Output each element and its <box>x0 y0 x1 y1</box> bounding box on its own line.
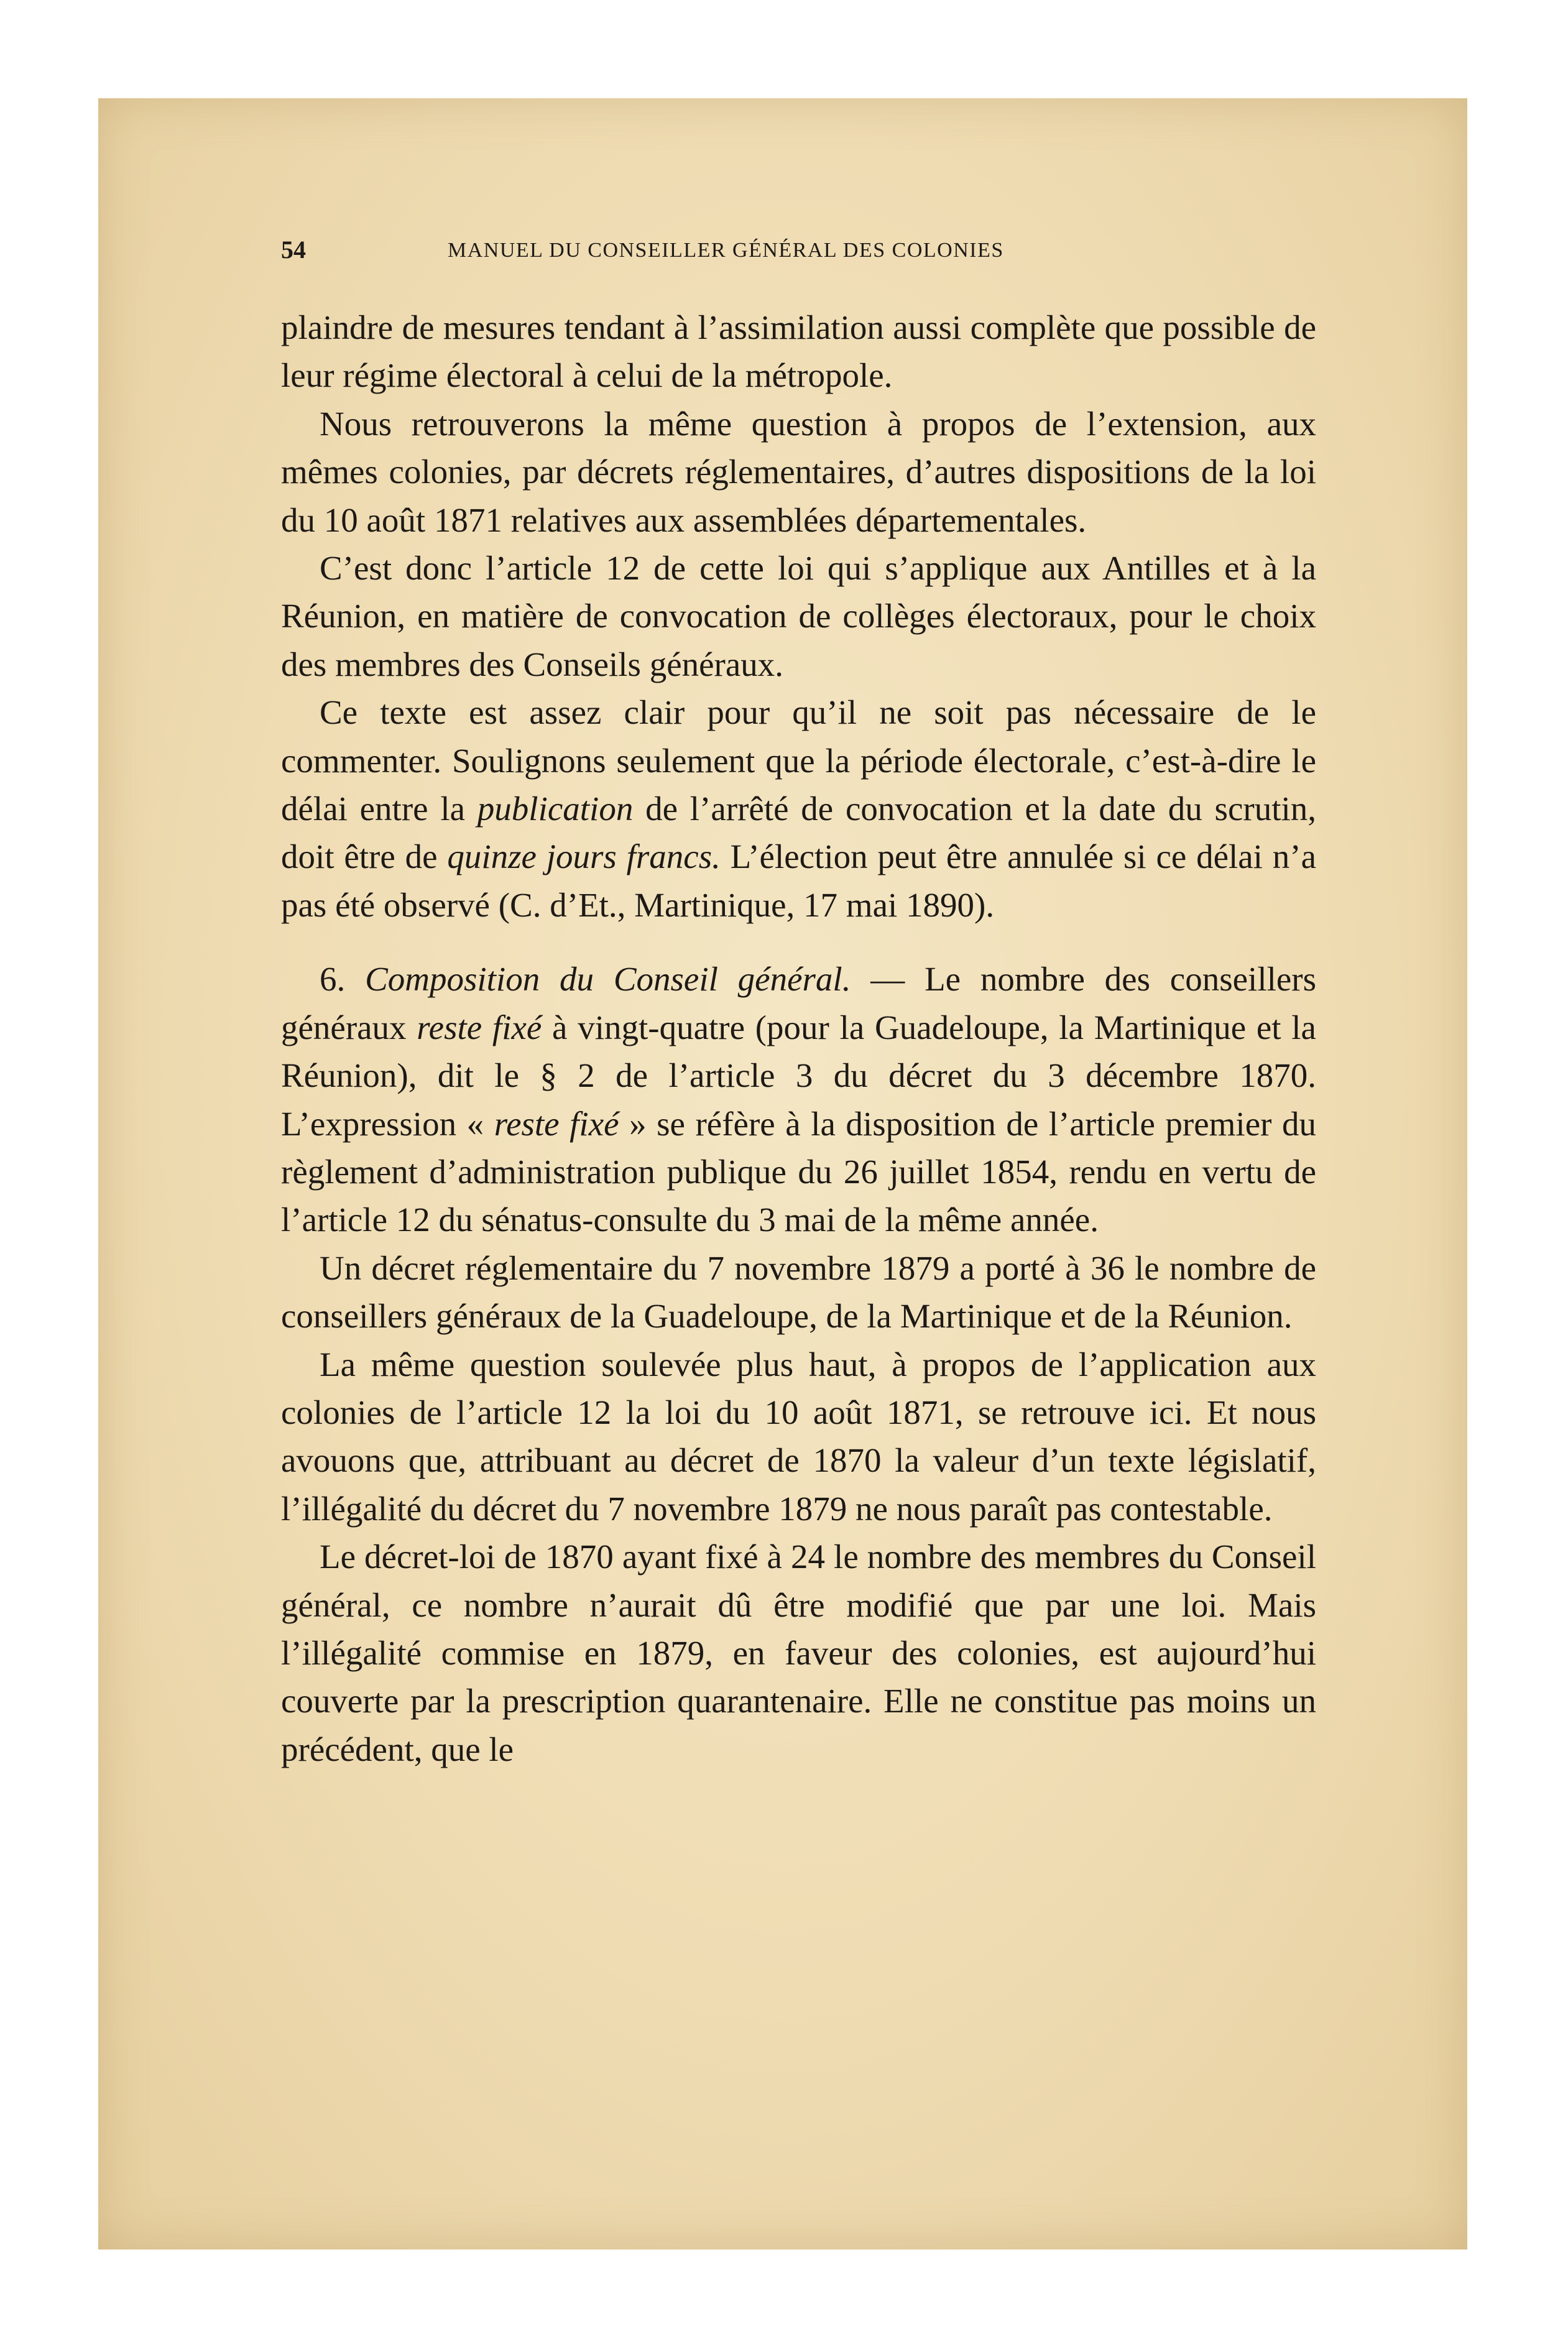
paragraph-electoral-period <box>281 688 1316 929</box>
text-run: » se réfère à la disposition de l’article premier du règlement d’administration publique du 26 juillet 1854, rendu en vertu de l’article 12 du sénatus-consulte du 3 mai de la même année. <box>281 1104 1316 1239</box>
text-run: Ce texte est assez clair pour qu’il ne soit pas nécessaire de le commenter. Soulignons seulement que la période électorale, c’est-à-dire le délai entre la <box>281 693 1316 828</box>
page-body <box>281 303 1316 1773</box>
emphasis-reste-fixe: reste fixé <box>417 1008 542 1046</box>
emphasis-reste-fixe-quoted: reste fixé <box>494 1104 619 1143</box>
emphasis-publication: publication <box>477 790 634 828</box>
paragraph-decree-law-1870: Le décret-loi de 1870 ayant fixé à 24 le nombre des membres du Conseil général, ce nombre n’aurait dû être modifié que par une loi. Mais l’illégalité commise en 1879, en faveur des colonies, est aujourd’hui couverte par la prescription quarantenaire. Elle ne constitue pas moins un précédent, que le <box>281 1538 1316 1768</box>
paragraph-decree-1879: Un décret réglementaire du 7 novembre 1879 a porté à 36 le nombre de conseillers généraux de la Guadeloupe, de la Martinique et de la Réunion. <box>281 1248 1316 1336</box>
paragraph-illegality: La même question soulevée plus haut, à propos de l’application aux colonies de l’article 12 la loi du 10 août 1871, se retrouve ici. Et nous avouons que, attribuant au décret de 1870 la valeur d’un texte législatif, l’illégalité du décret du 7 novembre 1879 ne nous paraît pas contestable. <box>281 1345 1316 1528</box>
running-header <box>281 235 1326 272</box>
section-6-intro <box>281 955 1316 1244</box>
heading-dash: — <box>851 960 925 999</box>
paragraph-continued: plaindre de mesures tendant à l’assimilation aussi complète que possible de leur régime électoral à celui de la métropole. <box>281 308 1316 395</box>
emphasis-quinze-jours: quinze jours francs. <box>447 838 721 876</box>
text-run: à vingt-quatre (pour la Guadeloupe, la Martinique et la Réunion), dit le § 2 de l’article 3 du décret du 3 décembre 1870. L’expression « <box>281 1008 1316 1143</box>
paragraph-extension: Nous retrouverons la même question à propos de l’extension, aux mêmes colonies, par décrets réglementaires, d’autres dispositions de la loi du 10 août 1871 relatives aux assemblées départementales. <box>281 404 1316 539</box>
section-heading: Composition du Conseil général. <box>365 960 851 999</box>
running-title: MANUEL DU CONSEILLER GÉNÉRAL DES COLONIES <box>448 239 1004 262</box>
text-run: L’élection peut être annulée si ce délai n’a pas été observé (C. d’Et., Martinique, 17 mai 1890). <box>281 838 1316 924</box>
paragraph-article-12: C’est donc l’article 12 de cette loi qui s’applique aux Antilles et à la Réunion, en matière de convocation de collèges électoraux, pour le choix des membres des Conseils généraux. <box>281 549 1316 683</box>
page-number: 54 <box>281 236 306 264</box>
text-run: de l’arrêté de convocation et la date du scrutin, doit être de <box>281 790 1317 876</box>
text-run: Le nombre des conseillers généraux <box>281 960 1317 1046</box>
section-number: 6. <box>320 960 346 999</box>
